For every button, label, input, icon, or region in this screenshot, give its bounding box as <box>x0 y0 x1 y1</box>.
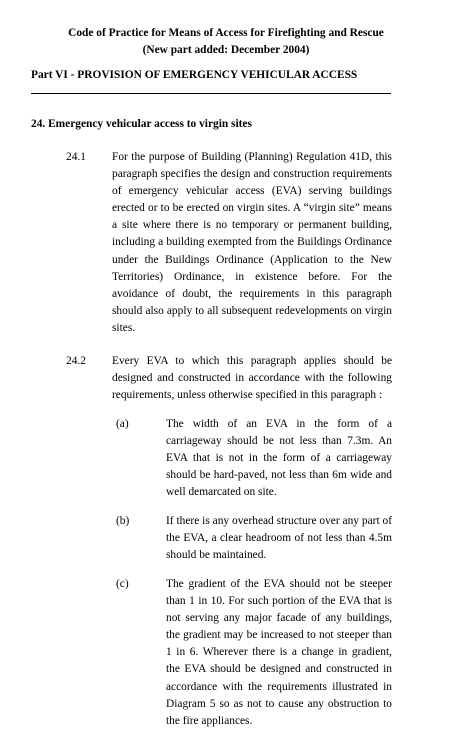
part-title: Part VI - PROVISION OF EMERGENCY VEHICULAR ACCESS <box>31 69 358 81</box>
subclause-text: The gradient of the EVA should not be steeper than 1 in 10. For such portion of the EVA that is not serving any major facade of any buildings, the gradient may be increased to not steeper than 1 in 6. Wherever there is a change in gradient, the EVA should be designed and constructed in accordance with the requirements illustrated in Diagram 5 so as not to cause any obstruction to the fire appliances. <box>166 578 392 727</box>
header-title: Code of Practice for Means of Access for Firefighting and Rescue <box>68 27 384 39</box>
subclause-label: (c) <box>116 578 129 590</box>
divider-rule <box>31 93 391 94</box>
subclause-label: (b) <box>116 515 130 527</box>
document-header <box>30 25 422 59</box>
clause-number: 24.1 <box>66 151 86 163</box>
subclause-text: The width of an EVA in the form of a carriageway should be not less than 7.3m. An EVA that is not in the form of a carriageway should be hard-paved, not less than 6m wide and well demarcated on site. <box>166 418 392 499</box>
clause-text: Every EVA to which this paragraph applies should be designed and constructed in accordance with the following requirements, unless otherwise specified in this paragraph : <box>112 355 392 402</box>
clause-number: 24.2 <box>66 355 86 367</box>
header-subtitle: (New part added: December 2004) <box>142 44 310 56</box>
subclause-text: If there is any overhead structure over any part of the EVA, a clear headroom of not less than 4.5m should be maintained. <box>166 515 392 562</box>
section-title: 24. Emergency vehicular access to virgin sites <box>31 118 252 130</box>
subclause-label: (a) <box>116 418 129 430</box>
clause-text: For the purpose of Building (Planning) Regulation 41D, this paragraph specifies the design and construction requirements of emergency vehicular access (EVA) serving buildings erected or to be erected on virgin sites. A “virgin site” means a site where there is no temporary or permanent building, including a building exempted from the Buildings Ordinance under the Buildings Ordinance (Application to the New Territories) Ordinance, in existence before. For the avoidance of doubt, the requirements in this paragraph should also apply to all subsequent redevelopments on virgin sites. <box>112 151 392 334</box>
